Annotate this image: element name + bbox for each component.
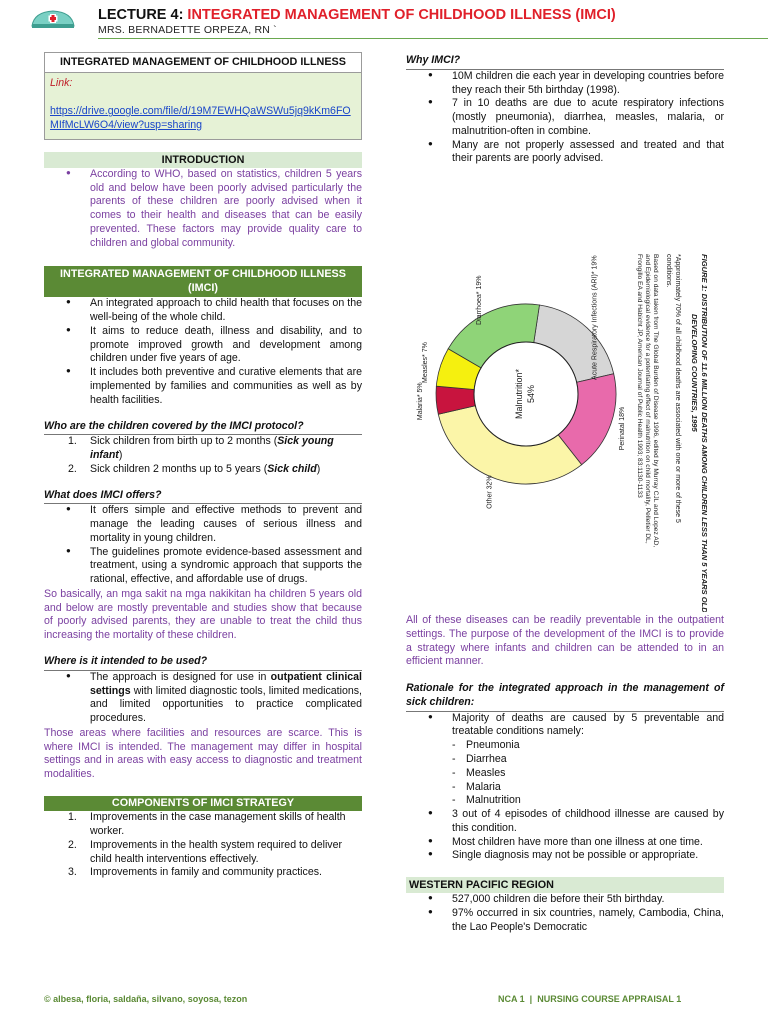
list-item: ● Most children have more than one illness at one time. — [406, 836, 724, 850]
where-question: Where is it intended to be used? — [44, 655, 362, 671]
condition-item: - Diarrhea — [452, 753, 724, 767]
source-line-3: Frongillo EA and Habicht JP, American Journal of Public Health 1993; 83:1130-1133 — [636, 254, 643, 498]
list-item — [44, 811, 362, 839]
figure-note — [665, 254, 681, 523]
covered-list — [44, 435, 362, 476]
drive-link[interactable]: https://drive.google.com/file/d/19M7EWHQaWSWu5jq9kKm6FOMIfMcLW6O4/view?usp=sharing — [50, 105, 351, 132]
list-item — [44, 671, 362, 726]
condition-item: - Malnutrition — [452, 794, 724, 808]
components-list — [44, 811, 362, 880]
list-item — [44, 839, 362, 867]
introduction-heading: INTRODUCTION — [44, 152, 362, 168]
list-item: ● It offers simple and effective methods to prevent and manage the leading causes of serious illness and mortality in young children. — [44, 504, 362, 545]
offers-list — [44, 504, 362, 587]
page-header — [0, 0, 768, 42]
where-note: Those areas where facilities and resources are scarce. This is where IMCI is intended. The management may differ in hospital settings and in areas with easy access to diagnostic and treatment modalities. — [44, 726, 362, 781]
condition-item: - Pneumonia — [452, 739, 724, 753]
right-column — [406, 54, 724, 934]
left-column — [44, 52, 362, 880]
condition-item: - Measles — [452, 767, 724, 781]
introduction-list — [44, 168, 362, 251]
list-item: ● 527,000 children die before their 5th birthday. — [406, 893, 724, 907]
caption-line-2: DEVELOPING COUNTRIES, 1995 — [690, 314, 699, 432]
list-item: ● 10M children die each year in developing countries before they reach their 5th birthday (1998). — [406, 70, 724, 98]
title-prefix: LECTURE 4: — [98, 7, 188, 23]
item-text: Sick children from birth up to 2 months ( — [90, 435, 278, 448]
slice-label: Acute Respiratory Infections (ARI)* 19% — [591, 255, 599, 381]
covered-question: Who are the children covered by the IMCI protocol? — [44, 420, 362, 436]
rationale-list-2 — [406, 808, 724, 863]
item-end: ) — [118, 449, 123, 462]
list-item: ● The guidelines promote evidence-based assessment and treatment, using a syndromic approach that supports the rational, effective, and affordable use of drugs. — [44, 546, 362, 587]
nurse-cap-icon — [30, 8, 76, 30]
list-item: ● 97% occurred in six countries, namely, Cambodia, China, the Lao People's Democratic — [406, 907, 724, 935]
list-item: ● It includes both preventive and curative elements that are implemented by families and communities as well as by health facilities. — [44, 366, 362, 407]
item-text: Improvements in the health system required to deliver child health interventions effectively. — [90, 838, 343, 865]
note-line-2: conditions. — [665, 254, 672, 288]
list-item — [44, 866, 362, 880]
death-distribution-figure — [406, 204, 724, 612]
offers-question: What does IMCI offers? — [44, 489, 362, 505]
item-end: ) — [316, 462, 321, 475]
list-item: ● Many are not properly assessed and treated and that their parents are poorly advised. — [406, 139, 724, 167]
western-list — [406, 893, 724, 934]
rationale-question: Rationale for the integrated approach in the management of sick children: — [406, 682, 724, 712]
figure-caption — [690, 254, 709, 612]
link-label: Link: — [50, 77, 73, 90]
source-line-2: and Epidemiological evidence for a potentiating effect of malnutrition on child mortality, Pelletier DL, — [644, 254, 651, 544]
item-number: 2. — [68, 462, 77, 475]
components-heading: COMPONENTS OF IMCI STRATEGY — [44, 796, 362, 811]
item-text-a: The approach is designed for use in — [90, 670, 271, 683]
item-bold: Sick child — [267, 462, 317, 475]
link-area — [45, 72, 361, 138]
rationale-list — [406, 712, 724, 740]
imci-list — [44, 297, 362, 407]
list-item — [44, 435, 362, 463]
list-item: ● Majority of deaths are caused by 5 preventable and treatable conditions namely: — [406, 712, 724, 740]
imci-heading: INTEGRATED MANAGEMENT OF CHILDHOOD ILLNESS (IMCI) — [44, 266, 362, 297]
item-bold: Sick young infant — [90, 435, 334, 462]
after-figure-note: All of these diseases can be readily preventable in the outpatient settings. The purpose of the development of the IMCI is to provide a strategy where infants and children can be attended to in an efficient manner. — [406, 614, 724, 668]
list-item: ● An integrated approach to child health that focuses on the well-being of the whole child. — [44, 297, 362, 325]
list-item: ● It aims to reduce death, illness and disability, and to promote improved growth and development among children under five years of age. — [44, 325, 362, 366]
intro-box — [44, 52, 362, 140]
item-text: Improvements in the case management skills of health worker. — [90, 811, 346, 838]
list-item: ● Single diagnosis may not be possible or appropriate. — [406, 849, 724, 863]
header-divider — [98, 38, 768, 39]
western-pacific-heading: WESTERN PACIFIC REGION — [406, 877, 724, 893]
slice-label: Diarrhoea* 19% — [476, 275, 484, 326]
item-text-b: with limited diagnostic tools, limited medications, and limited opportunities to practice complicated procedures. — [90, 684, 362, 725]
offers-note: So basically, an mga sakit na mga nakikitan ha children 5 years old and below are mostly preventable and studies show that because of poorly advised parents, they are unable to treat the child thus increasing the mortality of these children. — [44, 587, 362, 642]
slice-label: Perinatal 18% — [619, 406, 627, 451]
where-list — [44, 671, 362, 726]
item-number: 1. — [68, 435, 77, 448]
title-main: INTEGRATED MANAGEMENT OF CHILDHOOD ILLNESS (IMCI) — [187, 7, 616, 23]
slice-label: Measles* 7% — [421, 342, 429, 384]
item-number: 2. — [68, 838, 77, 851]
center-label: Malnutrition* — [514, 369, 524, 420]
list-item: ● 7 in 10 deaths are due to acute respiratory infections (mostly pneumonia), diarrhea, measles, malaria, or malnutrition-often in combine. — [406, 97, 724, 138]
item-text: Improvements in family and community practices. — [90, 866, 322, 879]
source-line-1: Based on data taken from The Global Burden of Disease 1996, edited by Murray CJL and Lopez AD, — [652, 254, 659, 548]
conditions-list — [452, 739, 724, 808]
page-title — [98, 6, 616, 25]
list-item: ● 3 out of 4 episodes of childhood illnesse are caused by this condition. — [406, 808, 724, 836]
caption-line-1: FIGURE 1: DISTRIBUTION OF 11.6 MILLION DEATHS AMONG CHILDREN LESS THAN 5 YEARS OLD IN ALL — [700, 254, 709, 613]
item-number: 1. — [68, 811, 77, 824]
footer-authors: © albesa, floria, saldaña, silvano, soyosa, tezon — [44, 994, 248, 1004]
why-question: Why IMCI? — [406, 54, 724, 70]
list-item — [44, 463, 362, 477]
slice-label: Other 32% — [486, 475, 494, 509]
note-line-1: *Approximately 70% of all childhood deaths are associated with one or more of these 5 — [674, 254, 681, 524]
intro-box-title: INTEGRATED MANAGEMENT OF CHILDHOOD ILLNESS — [60, 56, 346, 68]
author-line: MRS. BERNADETTE ORPEZA, RN ` — [98, 24, 277, 36]
footer-course: NCA 1 | NURSING COURSE APPRAISAL 1 — [498, 994, 682, 1004]
item-text: Sick children 2 months up to 5 years ( — [90, 462, 268, 475]
item-bold: outpatient clinical settings — [90, 670, 363, 697]
slice-label: Malaria* 5% — [417, 382, 425, 421]
figure-source — [636, 254, 659, 547]
why-list — [406, 70, 724, 166]
center-value: 54% — [526, 385, 536, 404]
condition-item: - Malaria — [452, 781, 724, 795]
donut-chart — [406, 204, 724, 612]
item-number: 3. — [68, 866, 77, 879]
list-item: ● According to WHO, based on statistics, children 5 years old and below have been poorly advised particularly the parents of these children are poorly advised when it comes to their health and diseases that can be easily prevented. These factors may provide quality care to children and global community. — [44, 168, 362, 251]
